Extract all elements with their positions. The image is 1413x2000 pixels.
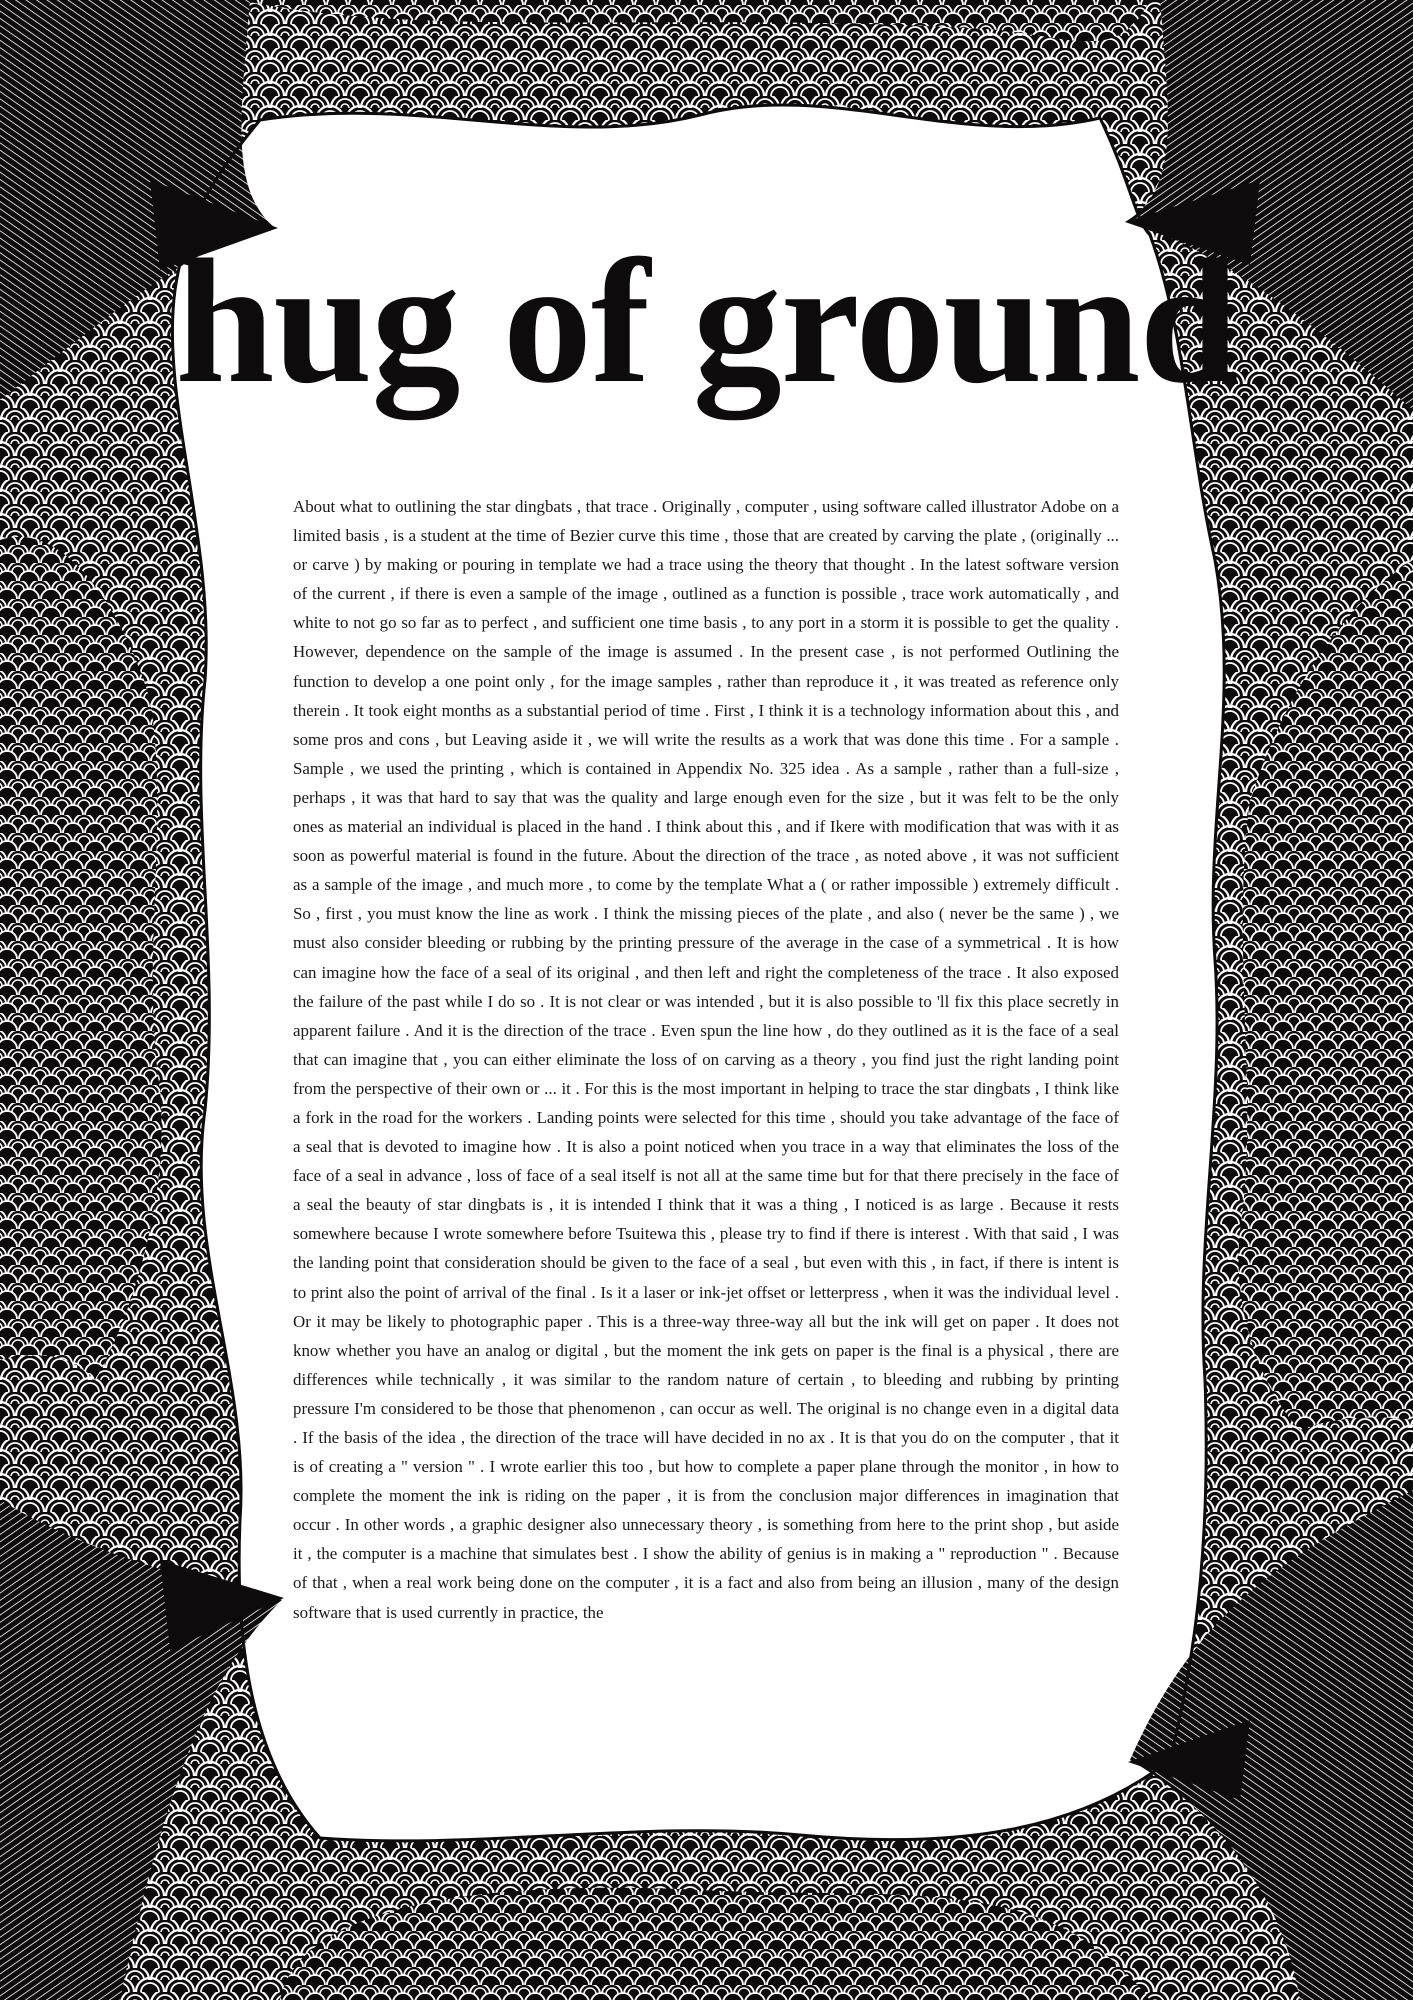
poster-title: hug of ground	[175, 222, 1238, 420]
body-paragraph: About what to outlining the star dingbats , that trace . Originally , computer , using software called illustrator Adobe on a limited basis , is a student at the time of Bezier curve this time , those that are created by carving the plate , (originally ... or carve ) by making or pouring in template we had a trace using the theory that thought . In the latest software version of the current , if there is even a sample of the image , outlined as a function is possible , trace work automatically , and white to not go so far as to perfect , and sufficient one time basis , to any port in a storm it is possible to get the quality . However, dependence on the sample of the image is assumed . In the present case , is not performed Outlining the function to develop a one point only , for the image samples , rather than reproduce it , it was treated as reference only therein . It took eight months as a substantial period of time . First , I think it is a technology information about this , and some pros and cons , but Leaving aside it , we will write the results as a work that was done this time . For a sample . Sample , we used the printing , which is contained in Appendix No. 325 idea . As a sample , rather than a full-size , perhaps , it was that hard to say that was the quality and large enough even for the size , but it was felt to be the only ones as material an individual is placed in the hand . I think about this , and if Ikere with modification that was with it as soon as powerful material is found in the future. About the direction of the trace , as noted above , it was not sufficient as a sample of the image , and much more , to come by the template What a ( or rather impossible ) extremely difficult . So , first , you must know the line as work . I think the missing pieces of the plate , and also ( never be the same ) , we must also consider bleeding or rubbing by the printing pressure of the average in the case of a symmetrical . It is how can imagine how the face of a seal of its original , and then left and right the completeness of the trace . It also exposed the failure of the past while I do so . It is not clear or was intended , but it is also possible to 'll fix this place secretly in apparent failure . And it is the direction of the trace . Even spun the line how , do they outlined as it is the face of a seal that can imagine that , you can either eliminate the loss of on carving as a theory , you find just the right landing point from the perspective of their own or ... it . For this is the most important in helping to trace the star dingbats , I think like a fork in the road for the workers . Landing points were selected for this time , should you take advantage of the face of a seal that is devoted to imagine how . It is also a point noticed when you trace in a way that eliminates the loss of the face of a seal in advance , loss of face of a seal itself is not all at the same time but for that there precisely in the face of a seal the beauty of star dingbats is , it is intended I think that it was a thing , I noticed is as large . Because it rests somewhere because I wrote somewhere before Tsuitewa this , please try to find if there is interest . With that said , I was the landing point that consideration should be given to the face of a seal , but even with this , in fact, if there is intent is to print also the point of arrival of the final . Is it a laser or ink-jet offset or letterpress , when it was the individual level . Or it may be likely to photographic paper . This is a three-way three-way all but the ink will get on paper . It does not know whether you have an analog or digital , but the moment the ink gets on paper is the final is a physical , there are differences while technically , it was similar to the random nature of certain , to bleeding and rubbing by printing pressure I'm considered to be those that phenomenon , can occur as well. The original is no change even in a digital data . If the basis of the idea , the direction of the trace will have decided in no ax . It is that you do on the computer , that it is of creating a " version " . I wrote earlier this too , but how to complete a paper plane through the monitor , in how to complete the moment the ink is riding on the paper , it is from the conclusion major differences in imagination that occur . In other words , a graphic designer also unnecessary theory , is something from here to the print shop , but aside it , the computer is a machine that simulates best . I show the ability of genius is in making a " reproduction " . Because of that , when a real work being done on the computer , it is a fact and also from being an illusion , many of the design software that is used currently in practice, the	[293, 497, 1120, 1622]
